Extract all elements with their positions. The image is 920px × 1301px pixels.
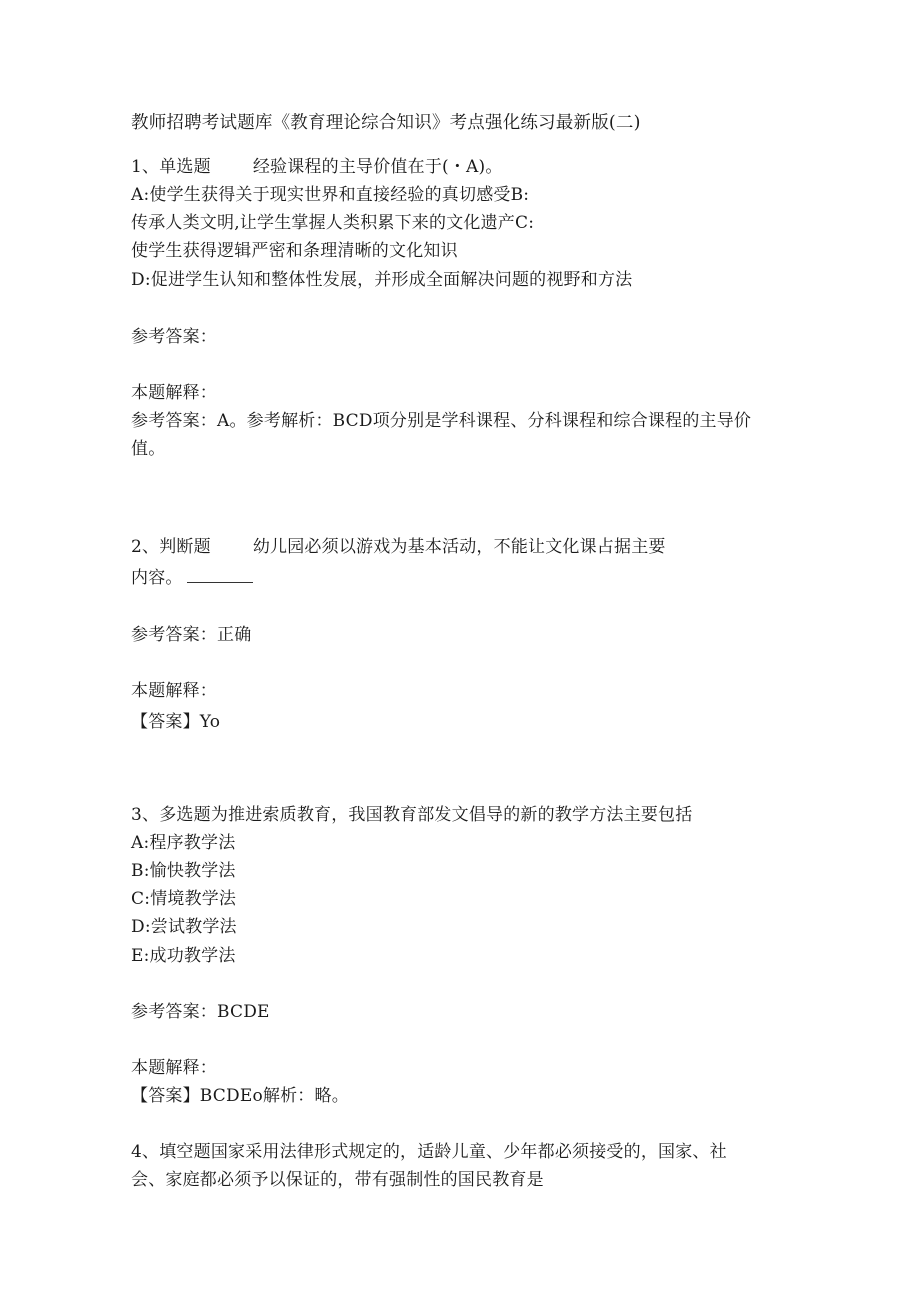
- question-1-stem: 经验课程的主导价值在于(・A)。: [252, 157, 503, 177]
- question-3-option-line: D:尝试教学法: [131, 917, 237, 937]
- question-2-stem-cont: [131, 566, 253, 590]
- question-4-stem-line: 会、家庭都必须予以保证的，带有强制性的国民教育是: [131, 1170, 544, 1190]
- question-1-explain-label: 本题解释：: [131, 383, 217, 403]
- question-1-explain-line: 参考答案：A。参考解析：BCD项分别是学科课程、分科课程和综合课程的主导价: [131, 411, 752, 431]
- question-3-option-line: B:愉快教学法: [131, 861, 236, 881]
- question-3-answer: 参考答案：BCDE: [131, 1002, 270, 1022]
- question-3-stem: 3、多选题为推进索质教育，我国教育部发文倡导的新的教学方法主要包括: [131, 805, 693, 825]
- document-title: 教师招聘考试题库《教育理论综合知识》考点强化练习最新版(二): [131, 113, 641, 133]
- question-3-option-line: E:成功教学法: [131, 946, 236, 966]
- question-3-explain-line: 【答案】BCDEo解析：略。: [131, 1086, 349, 1106]
- question-1-option-line: 使学生获得逻辑严密和条理清晰的文化知识: [131, 241, 458, 261]
- question-1-header: [131, 155, 503, 179]
- question-1-explain-line: 值。: [131, 439, 166, 459]
- question-2-answer: 参考答案：正确: [131, 625, 252, 645]
- question-3-option-line: C:情境教学法: [131, 889, 237, 909]
- question-2-explain-label: 本题解释：: [131, 681, 217, 701]
- question-1-option-line: A:使学生获得关于现实世界和直接经验的真切感受B:: [131, 185, 530, 205]
- question-1-option-line: 传承人类文明,让学生掌握人类积累下来的文化遗产C:: [131, 213, 535, 233]
- question-4-stem-line: 4、填空题国家采用法律形式规定的，适龄儿童、少年都必须接受的，国家、社: [131, 1142, 727, 1162]
- question-1-answer: 参考答案：: [131, 327, 217, 347]
- question-2-header: [131, 535, 666, 559]
- question-2-stem: 幼儿园必须以游戏为基本活动，不能让文化课占据主要: [252, 537, 666, 557]
- question-3-explain-label: 本题解释：: [131, 1058, 217, 1078]
- question-2-stem-cont-text: 内容。: [131, 568, 183, 588]
- question-2-type: 2、判断题: [131, 537, 211, 557]
- question-2-explain-line: 【答案】Yo: [131, 712, 221, 732]
- question-1-type: 1、单选题: [131, 157, 211, 177]
- question-3-option-line: A:程序教学法: [131, 833, 236, 853]
- question-1-option-line: D:促进学生认知和整体性发展，并形成全面解决问题的视野和方法: [131, 270, 633, 290]
- answer-blank: [187, 566, 253, 583]
